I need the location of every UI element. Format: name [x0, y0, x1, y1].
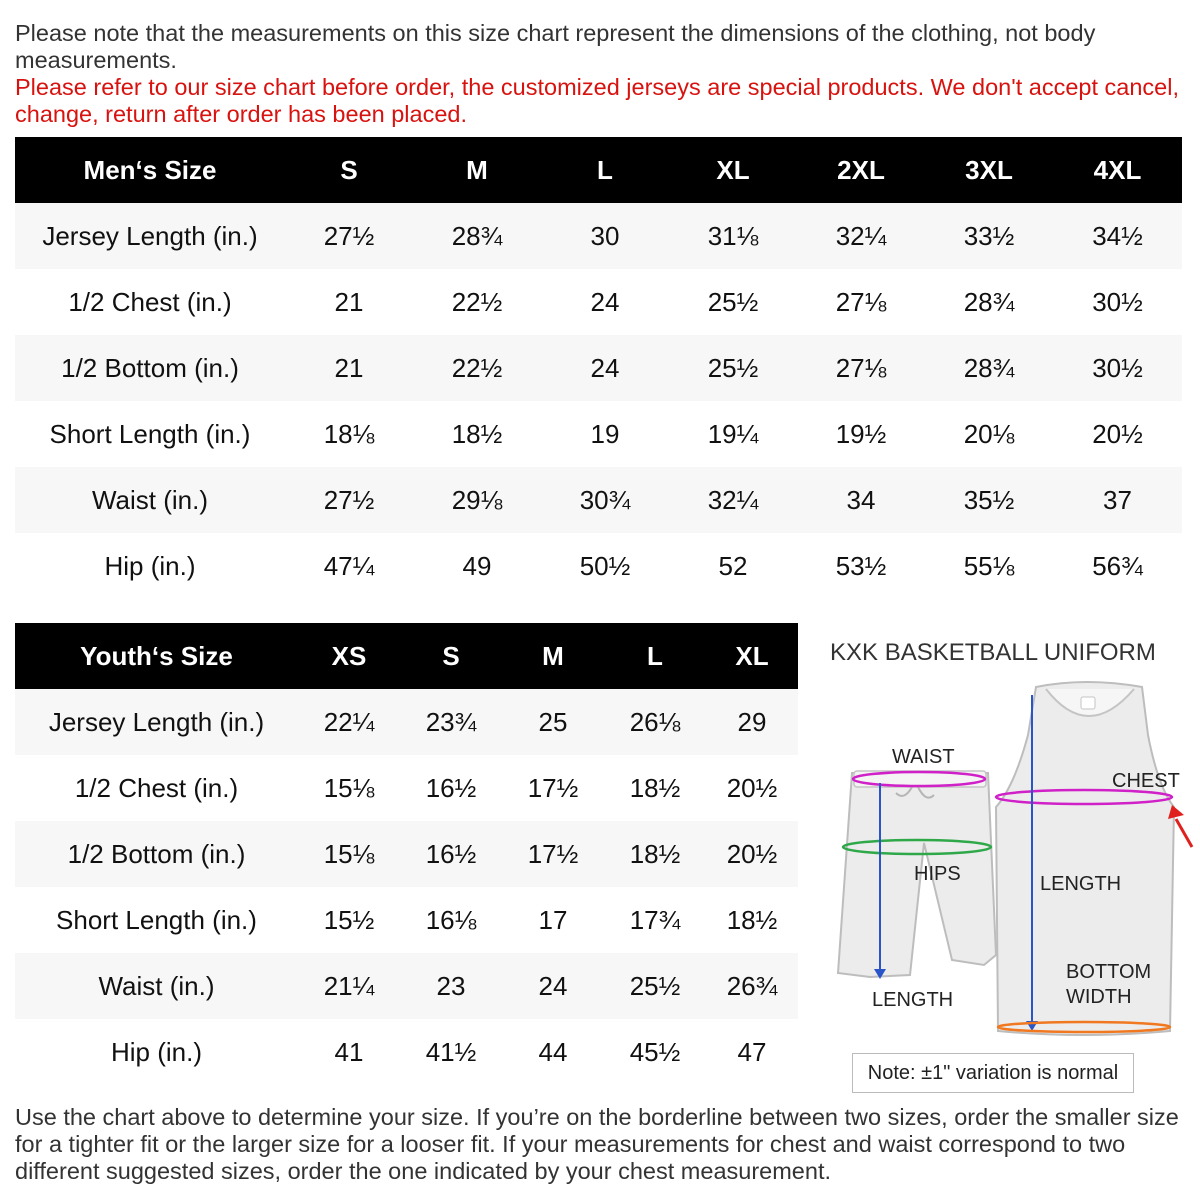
table-cell: 22½ — [413, 269, 541, 335]
uniform-title: KXK BASKETBALL UNIFORM — [830, 639, 1156, 666]
row-label: Hip (in.) — [15, 1019, 298, 1085]
table-cell: 19¼ — [669, 401, 797, 467]
table-cell: 20½ — [1053, 401, 1182, 467]
table-cell: 16½ — [400, 821, 502, 887]
table-cell: 15⅛ — [298, 755, 400, 821]
table-row — [15, 269, 1182, 335]
table-cell: 44 — [502, 1019, 604, 1085]
table-row — [15, 467, 1182, 533]
size-col-header: L — [541, 137, 669, 203]
table-cell: 41 — [298, 1019, 400, 1085]
table-cell: 27⅛ — [797, 335, 925, 401]
row-label: Short Length (in.) — [15, 401, 285, 467]
table-cell: 25½ — [604, 953, 706, 1019]
mens-size-header: Men‘s Size — [15, 137, 285, 203]
jersey-length-label: LENGTH — [1040, 873, 1122, 895]
table-cell: 16⅛ — [400, 887, 502, 953]
table-cell: 18½ — [413, 401, 541, 467]
size-col-header: M — [502, 623, 604, 689]
table-cell: 49 — [413, 533, 541, 599]
table-cell: 47 — [706, 1019, 798, 1085]
table-cell: 55⅛ — [925, 533, 1053, 599]
no-return-warning: Please refer to our size chart before order, the customized jerseys are special products. We don't accept cancel, change, return after order has been placed. — [15, 74, 1179, 127]
measurement-note: Please note that the measurements on this size chart represent the dimensions of the clothing, not body measurements. — [15, 20, 1096, 73]
table-row — [15, 533, 1182, 599]
table-cell: 19 — [541, 401, 669, 467]
table-cell: 25½ — [669, 335, 797, 401]
table-cell: 22¼ — [298, 689, 400, 755]
table-row — [15, 401, 1182, 467]
size-col-header: 3XL — [925, 137, 1053, 203]
table-row — [15, 335, 1182, 401]
table-cell: 25½ — [669, 269, 797, 335]
table-cell: 32¼ — [669, 467, 797, 533]
table-cell: 30½ — [1053, 269, 1182, 335]
mens-size-table — [15, 137, 1182, 599]
size-col-header: XL — [706, 623, 798, 689]
table-cell: 17 — [502, 887, 604, 953]
row-label: 1/2 Bottom (in.) — [15, 335, 285, 401]
table-cell: 17¾ — [604, 887, 706, 953]
table-cell: 52 — [669, 533, 797, 599]
table-cell: 18⅛ — [285, 401, 413, 467]
table-cell: 30¾ — [541, 467, 669, 533]
table-cell: 32¼ — [797, 203, 925, 269]
waist-label: WAIST — [892, 746, 955, 768]
table-cell: 31⅛ — [669, 203, 797, 269]
variation-note: Note: ±1" variation is normal — [852, 1053, 1134, 1093]
table-cell: 24 — [502, 953, 604, 1019]
row-label: Waist (in.) — [15, 953, 298, 1019]
table-cell: 23 — [400, 953, 502, 1019]
table-cell: 21¼ — [298, 953, 400, 1019]
table-row — [15, 755, 798, 821]
table-cell: 30 — [541, 203, 669, 269]
size-col-header: XL — [669, 137, 797, 203]
table-cell: 50½ — [541, 533, 669, 599]
size-col-header: 2XL — [797, 137, 925, 203]
table-cell: 34 — [797, 467, 925, 533]
table-cell: 35½ — [925, 467, 1053, 533]
youth-header-row — [15, 623, 798, 689]
table-cell: 18½ — [706, 887, 798, 953]
table-cell: 17½ — [502, 821, 604, 887]
table-cell: 53½ — [797, 533, 925, 599]
bottom-width-label-line2: WIDTH — [1066, 986, 1132, 1008]
table-cell: 20½ — [706, 755, 798, 821]
table-cell: 26⅛ — [604, 689, 706, 755]
table-cell: 34½ — [1053, 203, 1182, 269]
table-cell: 28¾ — [925, 269, 1053, 335]
row-label: Jersey Length (in.) — [15, 689, 298, 755]
table-cell: 56¾ — [1053, 533, 1182, 599]
table-cell: 25 — [502, 689, 604, 755]
sizing-guidance-footer: Use the chart above to determine your size. If you’re on the borderline between two sizes, order the smaller size for a tighter fit or the larger size for a looser fit. If your measurements for chest and waist correspond to two different suggested sizes, order the one indicated by your chest measurement. — [15, 1104, 1179, 1184]
chest-label: CHEST — [1112, 770, 1180, 792]
table-cell: 18½ — [604, 821, 706, 887]
table-cell: 28¾ — [925, 335, 1053, 401]
hips-label: HIPS — [914, 863, 961, 885]
table-cell: 27½ — [285, 203, 413, 269]
table-row — [15, 887, 798, 953]
size-col-header: 4XL — [1053, 137, 1182, 203]
table-cell: 24 — [541, 269, 669, 335]
table-cell: 15⅛ — [298, 821, 400, 887]
row-label: 1/2 Chest (in.) — [15, 755, 298, 821]
table-cell: 20⅛ — [925, 401, 1053, 467]
table-cell: 27½ — [285, 467, 413, 533]
table-cell: 28¾ — [413, 203, 541, 269]
table-row — [15, 821, 798, 887]
size-col-header: L — [604, 623, 706, 689]
mens-header-row — [15, 137, 1182, 203]
youth-size-table — [15, 623, 798, 1085]
youth-size-header: Youth‘s Size — [15, 623, 298, 689]
table-cell: 19½ — [797, 401, 925, 467]
size-col-header: M — [413, 137, 541, 203]
table-cell: 24 — [541, 335, 669, 401]
table-cell: 41½ — [400, 1019, 502, 1085]
row-label: Jersey Length (in.) — [15, 203, 285, 269]
table-cell: 33½ — [925, 203, 1053, 269]
row-label: 1/2 Chest (in.) — [15, 269, 285, 335]
table-cell: 16½ — [400, 755, 502, 821]
table-cell: 23¾ — [400, 689, 502, 755]
table-cell: 21 — [285, 269, 413, 335]
table-cell: 45½ — [604, 1019, 706, 1085]
table-cell: 27⅛ — [797, 269, 925, 335]
shorts-length-label: LENGTH — [872, 989, 954, 1011]
table-cell: 17½ — [502, 755, 604, 821]
uniform-illustration — [800, 625, 1200, 1100]
row-label: Short Length (in.) — [15, 887, 298, 953]
row-label: 1/2 Bottom (in.) — [15, 821, 298, 887]
table-cell: 47¼ — [285, 533, 413, 599]
table-cell: 15½ — [298, 887, 400, 953]
table-cell: 26¾ — [706, 953, 798, 1019]
table-cell: 30½ — [1053, 335, 1182, 401]
row-label: Waist (in.) — [15, 467, 285, 533]
row-label: Hip (in.) — [15, 533, 285, 599]
size-col-header: XS — [298, 623, 400, 689]
table-cell: 21 — [285, 335, 413, 401]
uniform-diagram — [800, 625, 1200, 1100]
table-cell: 29⅛ — [413, 467, 541, 533]
table-row — [15, 1019, 798, 1085]
table-cell: 37 — [1053, 467, 1182, 533]
table-row — [15, 203, 1182, 269]
table-row — [15, 689, 798, 755]
table-cell: 18½ — [604, 755, 706, 821]
table-cell: 22½ — [413, 335, 541, 401]
table-cell: 29 — [706, 689, 798, 755]
table-row — [15, 953, 798, 1019]
size-col-header: S — [285, 137, 413, 203]
size-col-header: S — [400, 623, 502, 689]
table-cell: 20½ — [706, 821, 798, 887]
bottom-width-label-line1: BOTTOM — [1066, 961, 1152, 983]
